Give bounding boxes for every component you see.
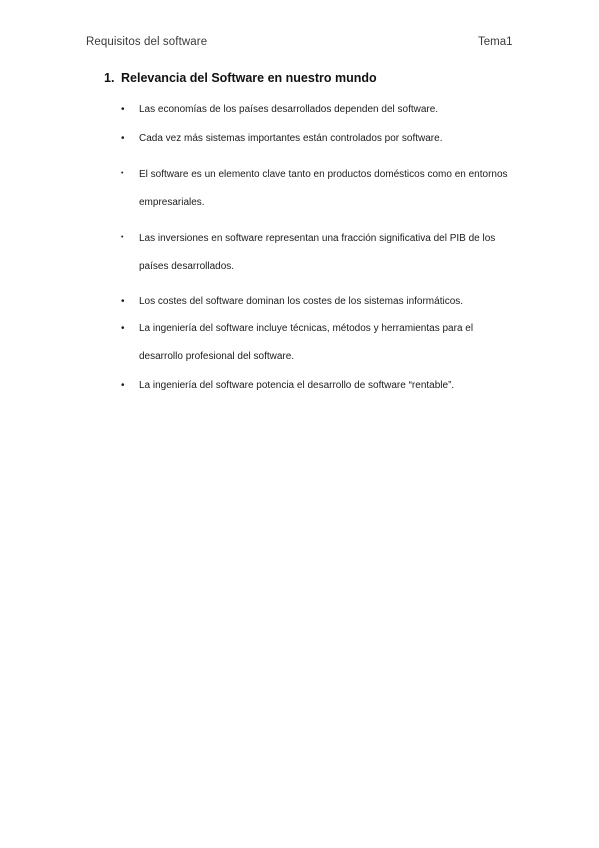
header-title: Requisitos del software [86, 36, 208, 48]
section-title: Relevancia del Software en nuestro mundo [121, 71, 377, 85]
list-item-text: Las economías de los países desarrollados dependen del software. [139, 104, 439, 115]
list-item-text: desarrollo profesional del software. [139, 351, 295, 362]
bullet-icon: • [121, 380, 125, 391]
list-item-text: países desarrollados. [139, 261, 235, 272]
bullet-icon: • [121, 133, 125, 144]
bullet-icon: • [121, 296, 125, 307]
list-item-text: La ingeniería del software potencia el desarrollo de software “rentable”. [139, 380, 455, 391]
bullet-icon: • [121, 323, 125, 334]
list-item-text: Cada vez más sistemas importantes están controlados por software. [139, 133, 443, 144]
section-number: 1. [104, 71, 115, 85]
bullet-icon: • [121, 104, 125, 115]
list-item-text: La ingeniería del software incluye técnicas, métodos y herramientas para el [139, 323, 474, 334]
header-chapter: Tema1 [478, 36, 513, 48]
bullet-icon: • [121, 234, 124, 241]
list-item-text: Las inversiones en software representan una fracción significativa del PIB de los [139, 233, 496, 244]
list-item-text: El software es un elemento clave tanto en productos domésticos como en entornos [139, 169, 508, 180]
section-heading [104, 71, 377, 85]
bullet-icon: • [121, 170, 124, 177]
list-item-text: Los costes del software dominan los costes de los sistemas informáticos. [139, 296, 464, 307]
list-item-text: empresariales. [139, 197, 205, 208]
